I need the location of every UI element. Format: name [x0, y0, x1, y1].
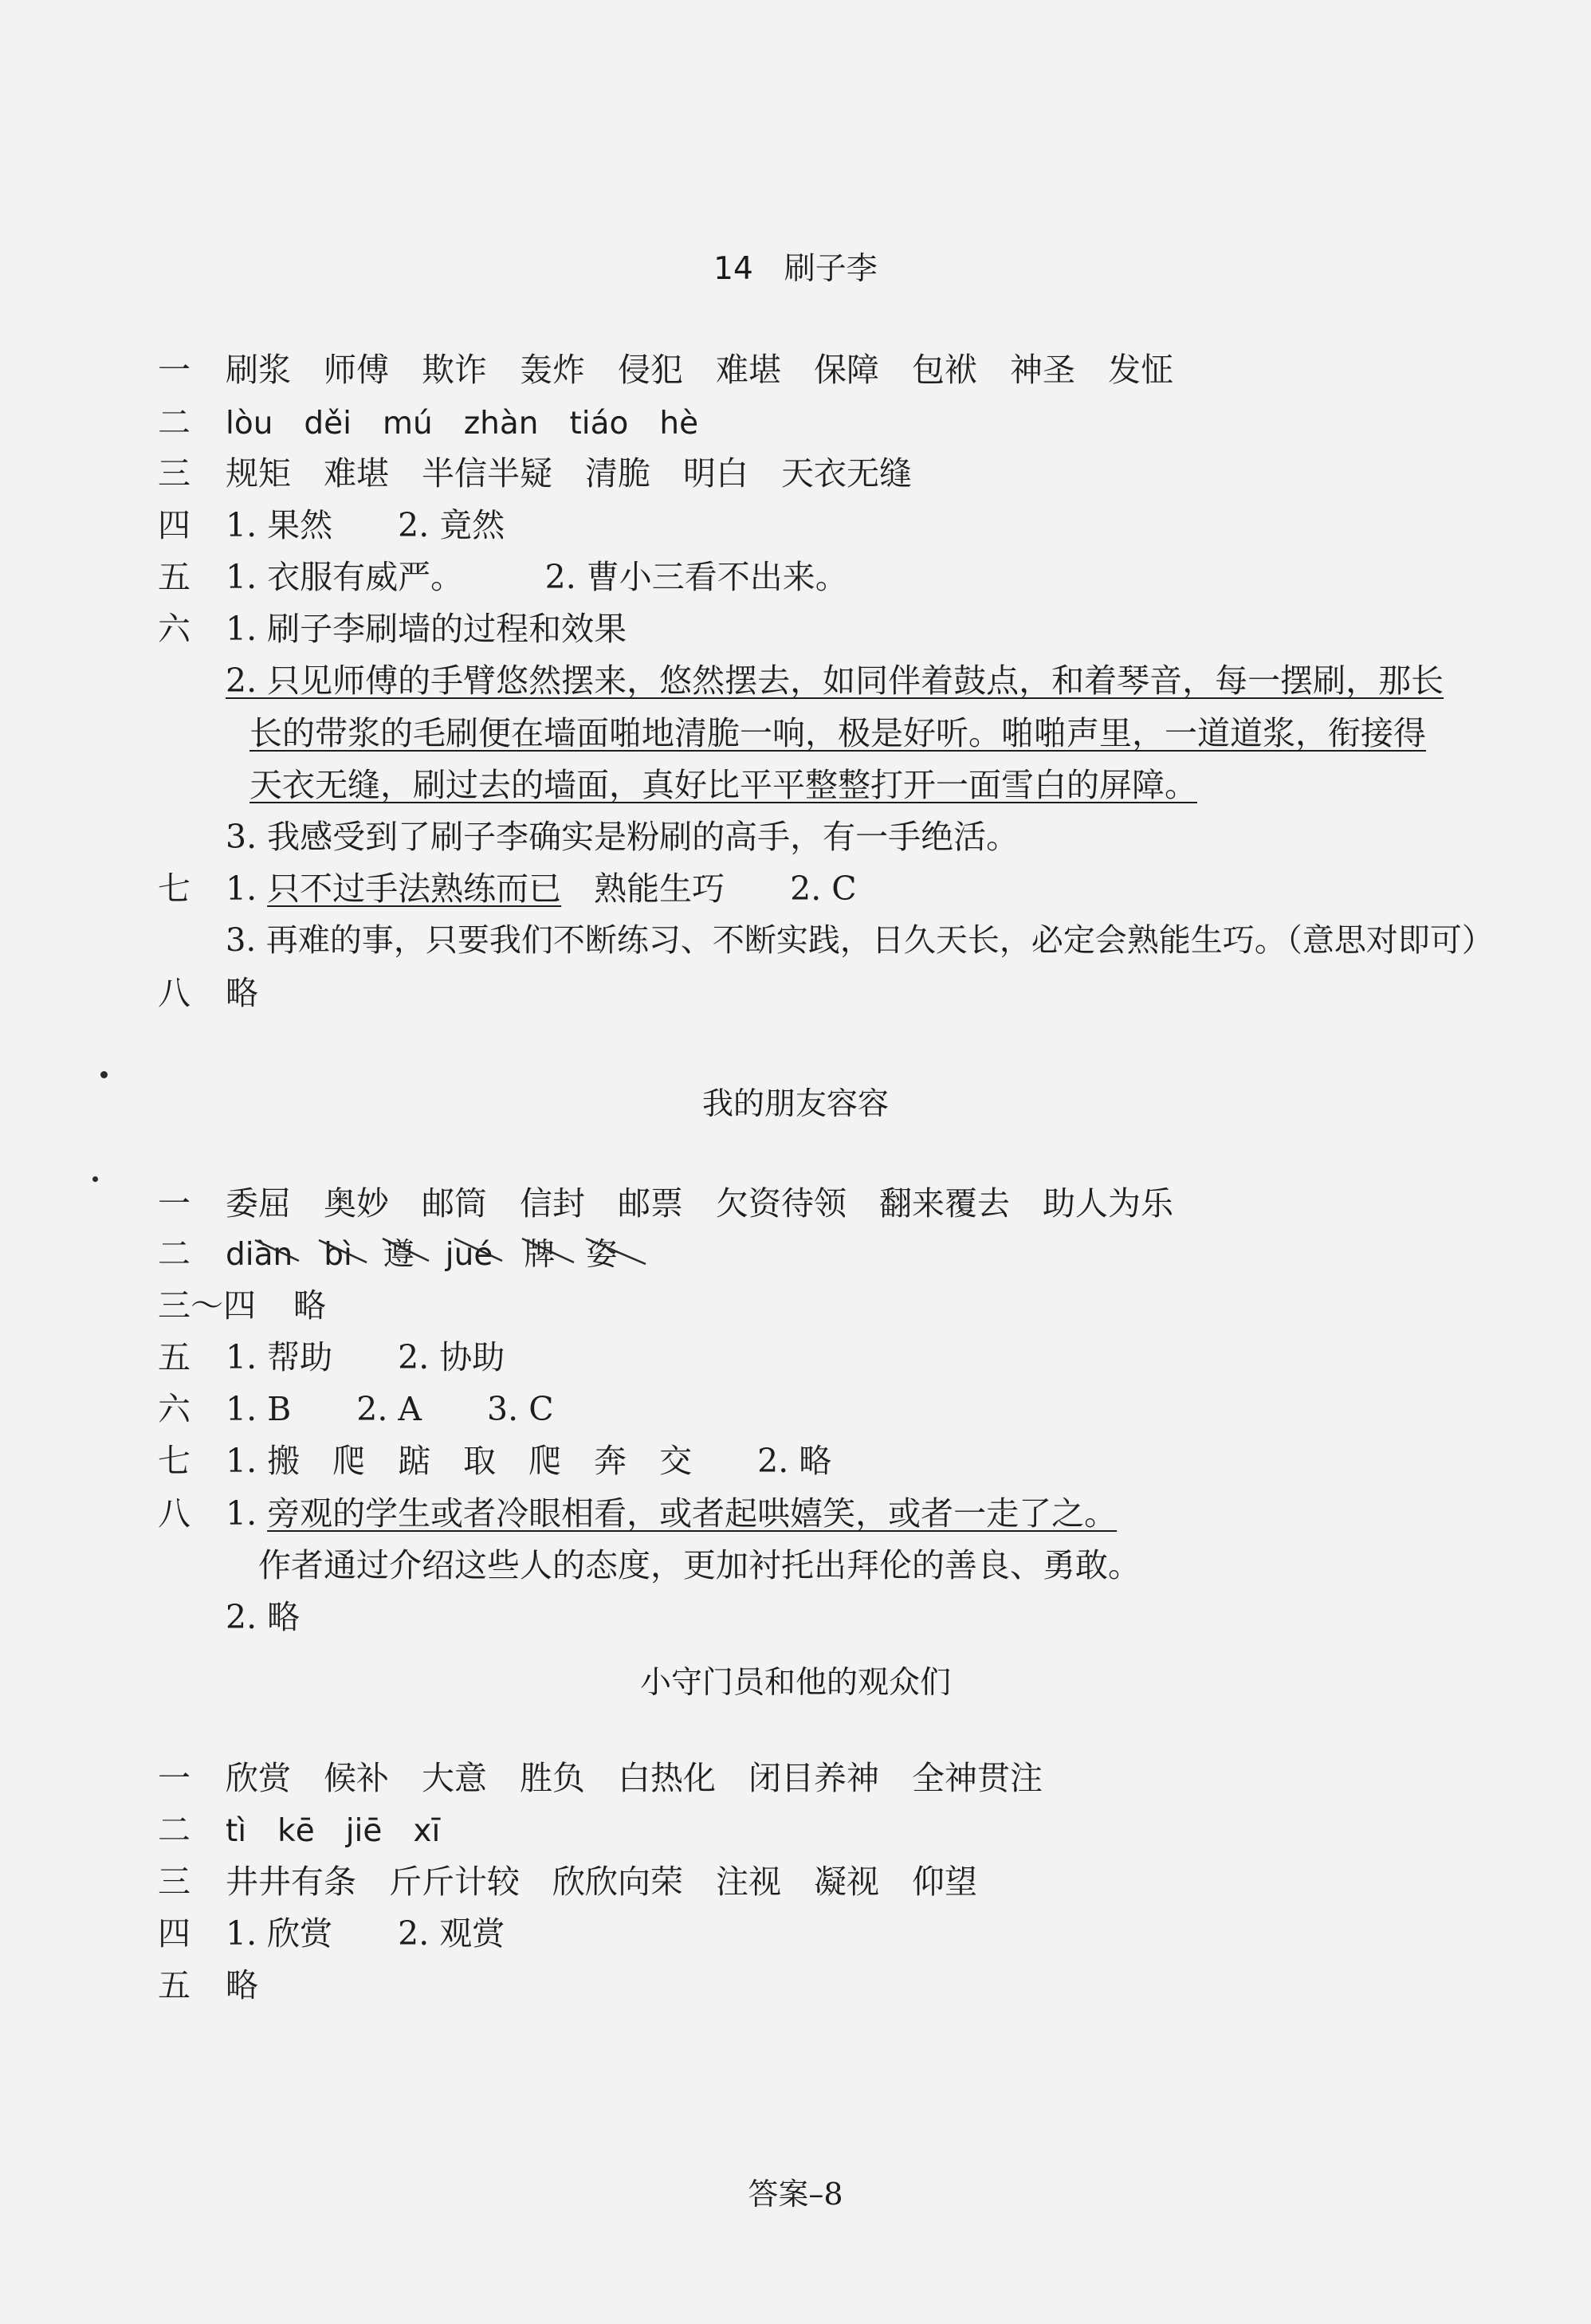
- answer-line-underlined: 天衣无缝，刷过去的墙面，真好比平平整整打开一面雪白的屏障。: [249, 766, 1197, 804]
- answer-line: 三 井井有条 斤斤计较 欣欣向荣 注视 凝视 仰望: [158, 1863, 977, 1901]
- speck-mark: [100, 1071, 108, 1078]
- answer-line: 五 1. 帮助 2. 协助: [158, 1338, 505, 1376]
- answer-line: 八 1. 旁观的学生或者冷眼相看，或者起哄嬉笑，或者一走了之。: [158, 1494, 1118, 1533]
- answer-line: 一 欣赏 候补 大意 胜负 白热化 闭目养神 全神贯注: [158, 1759, 1043, 1797]
- answer-line: 3. 我感受到了刷子李确实是粉刷的高手，有一手绝活。: [226, 818, 1019, 856]
- section-title-shuazili: 14 刷子李: [713, 251, 878, 287]
- section-title-wodepengyourongrong: 我的朋友容容: [701, 1086, 889, 1122]
- answer-line: 四 1. 欣赏 2. 观赏: [158, 1914, 505, 1953]
- answer-line: 二 tì kē jiē xī: [158, 1811, 441, 1849]
- answer-line: 三～四 略: [158, 1286, 326, 1325]
- answer-line: 二 lòu děi mú zhàn tiáo hè: [158, 403, 699, 442]
- answer-line: 七 1. 只不过手法熟练而已 熟能生巧 2. C: [158, 870, 857, 908]
- page-number: 答案–8: [748, 2177, 843, 2212]
- answer-line: 五 1. 衣服有威严。 2. 曹小三看不出来。: [158, 558, 848, 596]
- answer-line: 3. 再难的事，只要我们不断练习、不断实践，日久天长，必定会熟能生巧。（意思对即可）: [226, 922, 1494, 959]
- answer-line: 三 规矩 难堪 半信半疑 清脆 明白 天衣无缝: [158, 454, 912, 493]
- answer-line: 作者通过介绍这些人的态度，更加衬托出拜伦的善良、勇敢。: [226, 1546, 1141, 1584]
- answer-line-underlined: 2. 只见师傅的手臂悠然摆来，悠然摆去，如同伴着鼓点，和着琴音，每一摆刷，那长: [226, 661, 1444, 700]
- speck-mark: [92, 1176, 98, 1182]
- answer-line: 二 diàn bì 遵 jué 牌 姿: [158, 1235, 618, 1273]
- strike-marks: [223, 1234, 670, 1274]
- answer-line: 六 1. B 2. A 3. C: [158, 1390, 554, 1428]
- answer-line-underlined: 长的带浆的毛刷便在墙面啪地清脆一响，极是好听。啪啪声里，一道道浆，衔接得: [249, 714, 1426, 752]
- answer-line: 七 1. 搬 爬 踮 取 爬 奔 交 2. 略: [158, 1442, 832, 1480]
- answer-line: 五 略: [158, 1966, 258, 2004]
- answer-line: 2. 略: [226, 1598, 301, 1636]
- answer-line: 一 刷浆 师傅 欺诈 轰炸 侵犯 难堪 保障 包袱 神圣 发怔: [158, 351, 1173, 389]
- answer-line: 八 略: [158, 974, 258, 1012]
- section-title-xiaoshoumenyuan: 小守门员和他的观众们: [639, 1665, 951, 1701]
- answer-line: 六 1. 刷子李刷墙的过程和效果: [158, 610, 627, 648]
- answer-line: 四 1. 果然 2. 竟然: [158, 506, 505, 544]
- answer-line: 一 委屈 奥妙 邮筒 信封 邮票 欠资待领 翻来覆去 助人为乐: [158, 1184, 1173, 1223]
